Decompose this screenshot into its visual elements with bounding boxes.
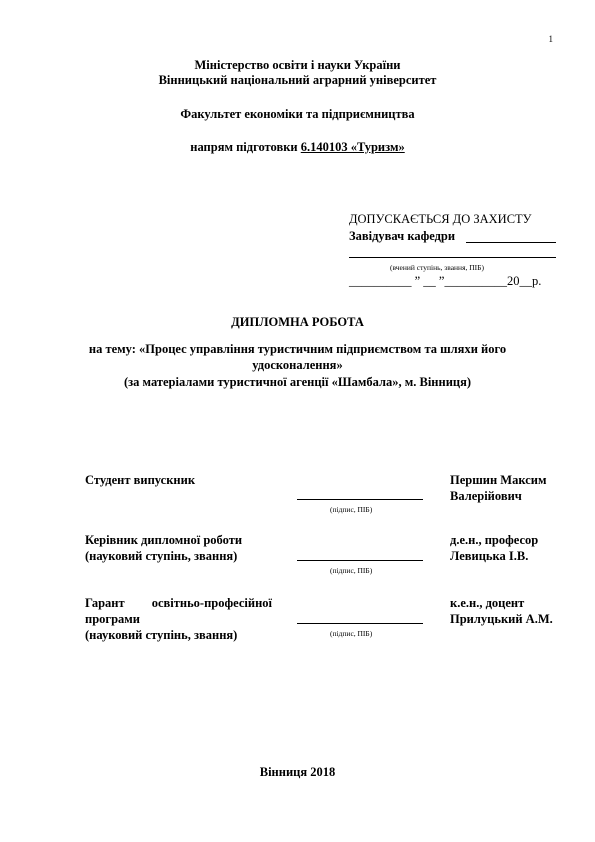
supervisor-signature-line	[297, 560, 423, 561]
thesis-materials: (за матеріалами туристичної агенції «Шамбала», м. Вінниця)	[123, 375, 472, 389]
supervisor-degree-label: (науковий ступінь, звання)	[85, 549, 238, 563]
student-signature-line	[297, 499, 423, 500]
degree-caption: (вчений ступінь, звання, ПІБ)	[390, 263, 484, 272]
admission-title: ДОПУСКАЄТЬСЯ ДО ЗАХИСТУ	[349, 212, 532, 226]
ministry-title: Міністерство освіти і науки України	[194, 58, 401, 72]
admission-date-line: __________ ” __ ”__________20__р.	[349, 274, 542, 288]
student-name-line-1: Першин Максим	[450, 473, 547, 487]
student-role: Студент випускник	[85, 473, 196, 487]
guarantor-signature-caption: (підпис, ПІБ)	[330, 629, 373, 638]
city-year: Вінниця 2018	[259, 765, 336, 779]
direction-value: 6.140103 «Туризм»	[300, 140, 405, 154]
head-signature-line	[466, 242, 556, 243]
direction-prefix: напрям підготовки	[190, 140, 301, 154]
guarantor-name: Прилуцький А.М.	[450, 612, 553, 626]
guarantor-signature-line	[297, 623, 423, 624]
thesis-topic-line-2: удосконалення»	[252, 358, 343, 372]
supervisor-degree: д.е.н., професор	[450, 533, 539, 547]
supervisor-role: Керівник дипломної роботи	[85, 533, 243, 547]
degree-line	[349, 257, 556, 258]
thesis-topic-line-1: на тему: «Процес управління туристичним підприємством та шляхи його	[88, 342, 507, 356]
direction-line	[0, 140, 595, 155]
supervisor-signature-caption: (підпис, ПІБ)	[330, 566, 373, 575]
student-name-line-2: Валерійович	[450, 489, 522, 503]
faculty-title: Факультет економіки та підприємництва	[180, 107, 415, 121]
guarantor-role-line-2: програми	[85, 612, 140, 626]
guarantor-degree-label: (науковий ступінь, звання)	[85, 628, 238, 642]
page-number: 1	[548, 34, 553, 44]
supervisor-name: Левицька І.В.	[450, 549, 529, 563]
thesis-type: ДИПЛОМНА РОБОТА	[231, 315, 364, 329]
head-of-department-label: Завідувач кафедри	[349, 229, 456, 243]
guarantor-degree: к.е.н., доцент	[450, 596, 525, 610]
university-title: Вінницький національний аграрний університет	[158, 73, 437, 87]
student-signature-caption: (підпис, ПІБ)	[330, 505, 373, 514]
guarantor-role: Гарант освітньо-професійної	[85, 596, 272, 610]
